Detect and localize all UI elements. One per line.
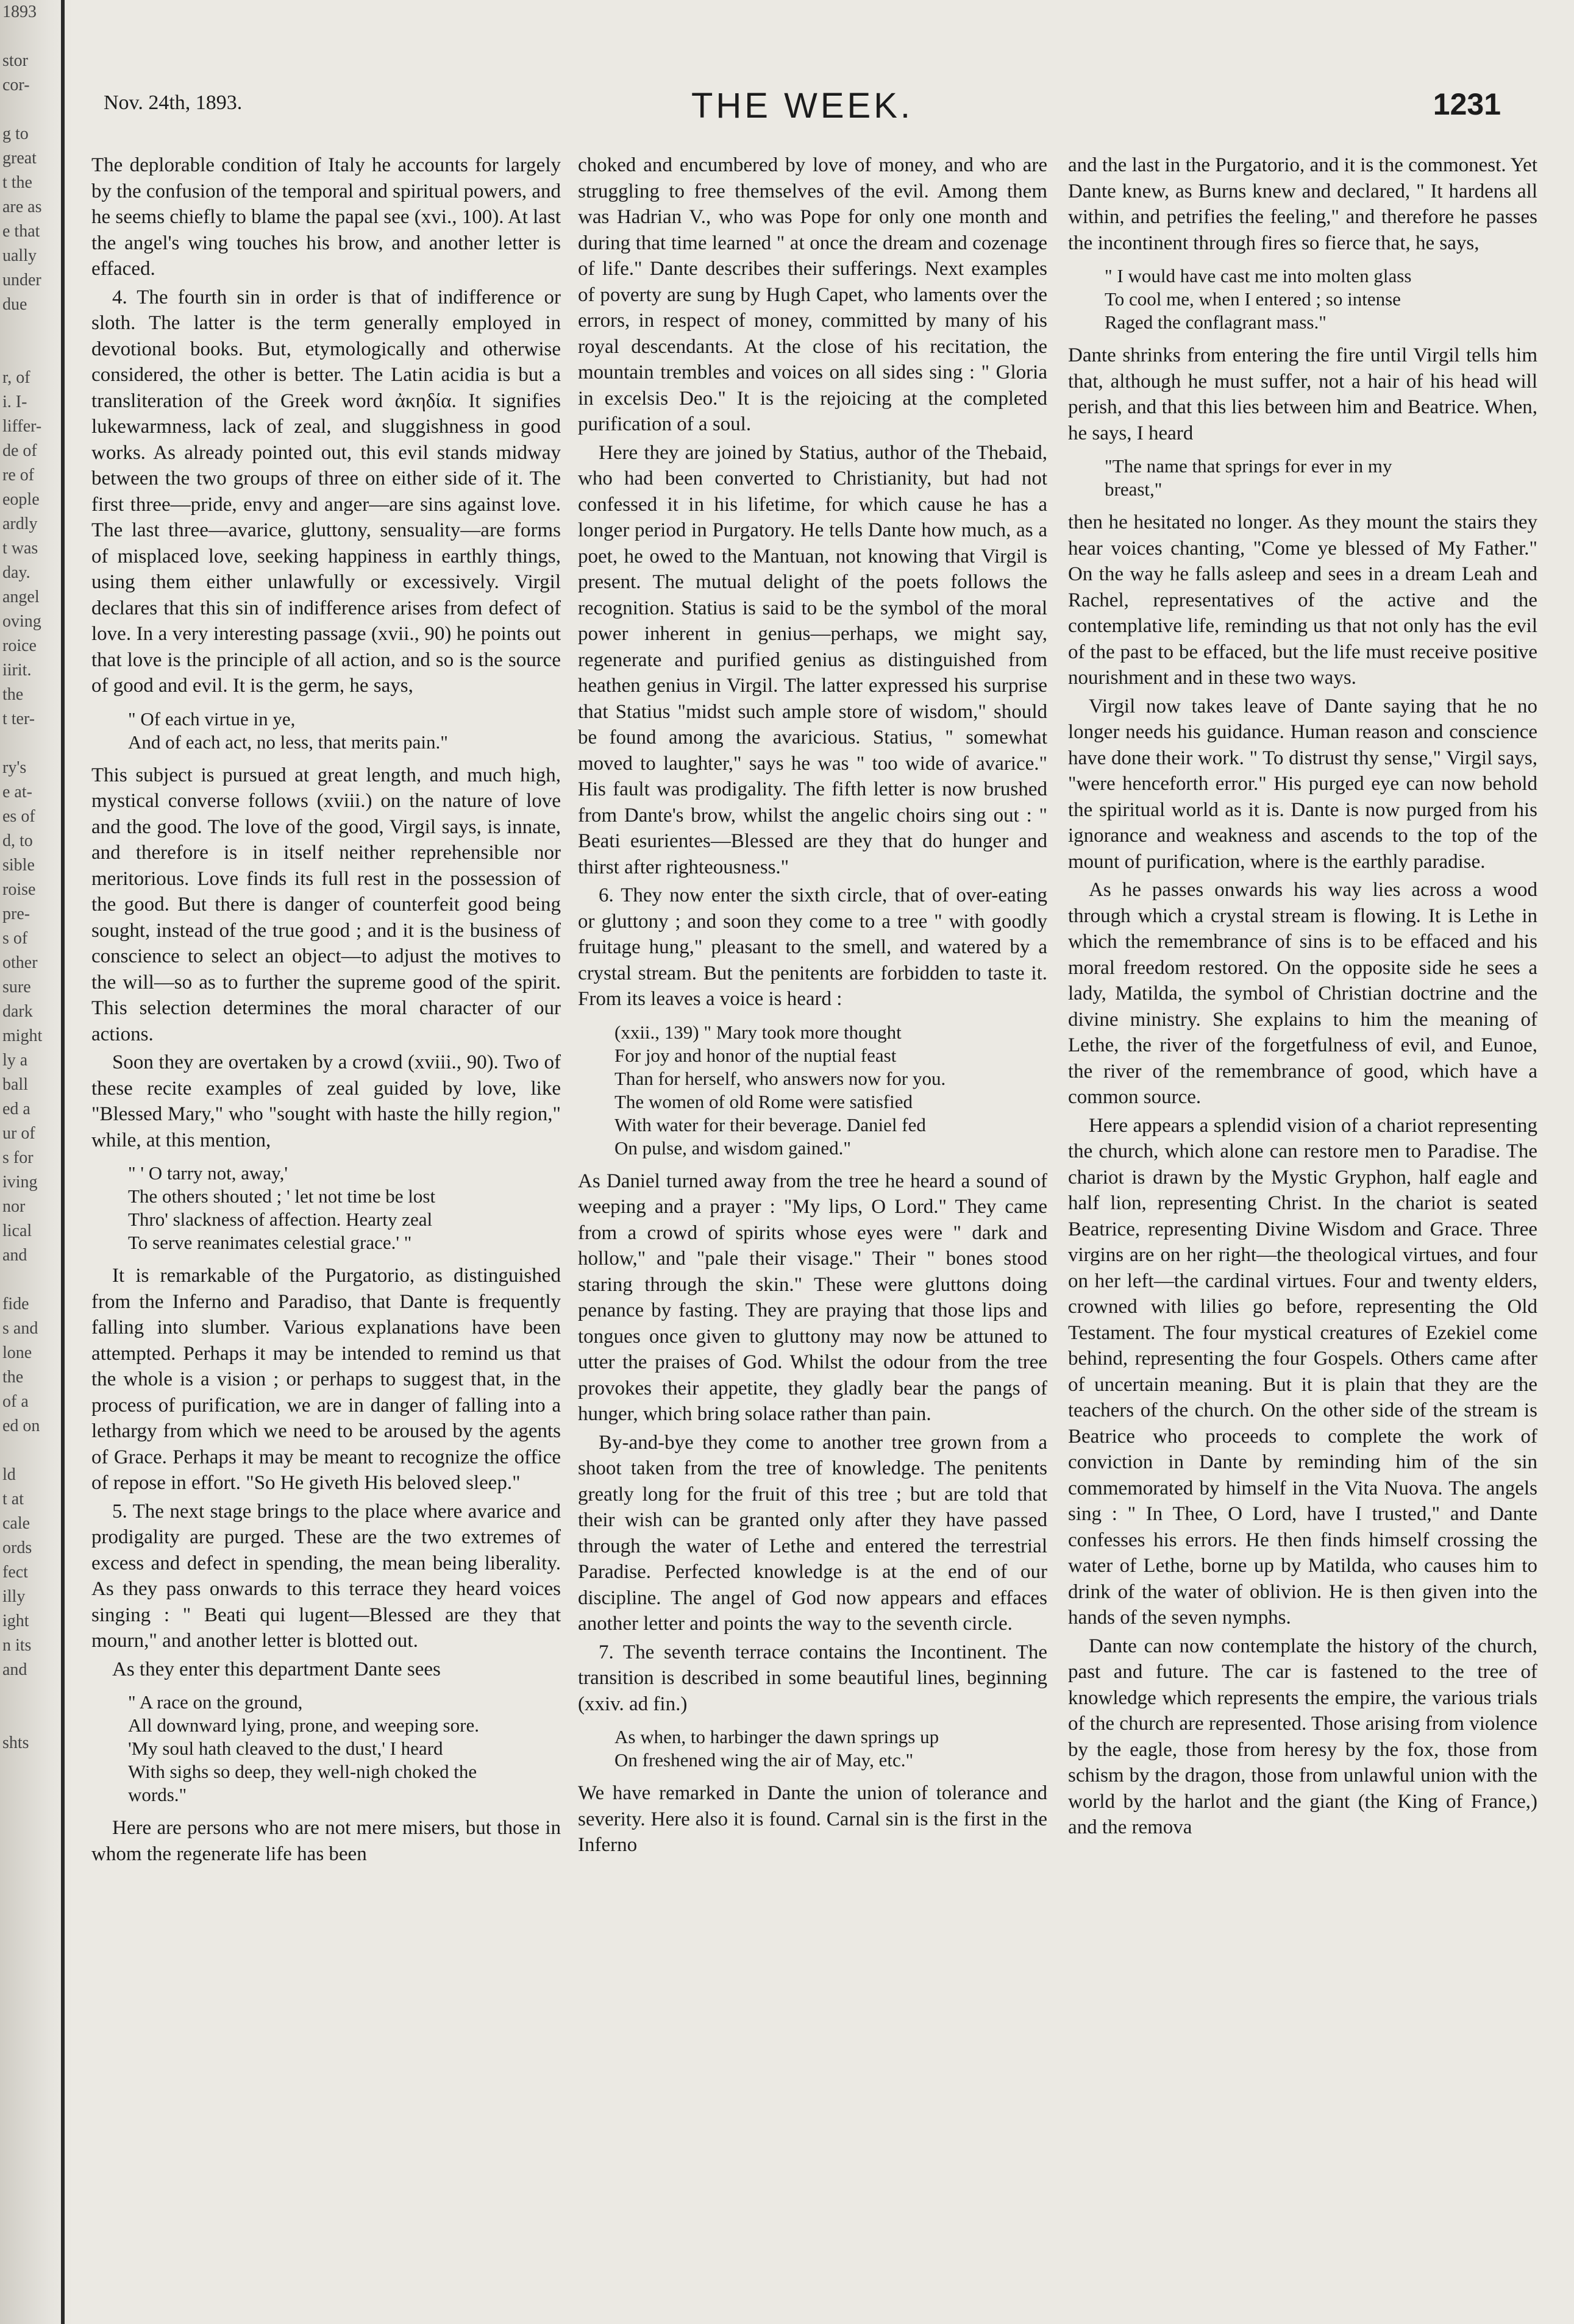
verse-quotation: As when, to harbinger the dawn springs up On freshened wing the air of May, etc.": [614, 1726, 939, 1771]
gutter-fragment: the: [2, 685, 24, 704]
gutter-fragment: are as: [2, 197, 42, 216]
paragraph: Virgil now takes leave of Dante saying that he no longer needs his guidance. Human reason and conscience have done their work. " To distrust thy sense," Virgil says, "were henceforth error." His purged eye can now behold the spiritual world as it is. Dante is now purged from his ignorance and weakness and ascends to the top of the mount of purification, where is the earthly paradise.: [1068, 695, 1537, 873]
gutter-fragment: the: [2, 1368, 24, 1387]
book-spine: [61, 0, 65, 2324]
gutter-fragment: ually: [2, 246, 37, 265]
paragraph: As Daniel turned away from the tree he heard a sound of weeping and a prayer : "My lips, O Lord." They came from a crowd of spirits whose eyes were " dark and hollow," and "pale their visage." Their " bones stood staring through the skin." These were gluttons doing penance by fasting. They are praying that those lips and tongues once given to gluttony may now be attuned to utter the praises of God. Whilst the odour from the tree provokes their appetite, they gladly bear the pangs of hunger, which bring solace rather than pain.: [578, 1170, 1047, 1425]
paragraph: It is remarkable of the Purgatorio, as distinguished from the Inferno and Paradiso, that Dante is frequently falling into slumber. Various explanations have been attempted. Perhaps it may be intended to remind us that the whole is a vision ; or perhaps to suggest that, in the process of purification, we are in danger of falling into a lethargy from which we need to be aroused by the agents of Grace. Perhaps it may be meant to recognize the office of repose in effort. "So He giveth His beloved sleep.": [91, 1265, 561, 1494]
gutter-fragment: ur of: [2, 1124, 35, 1143]
gutter-fragment: t ter-: [2, 709, 35, 728]
verse-quotation: " Of each virtue in ye, And of each act, no less, that merits pain.": [128, 708, 448, 753]
paragraph: As he passes onwards his way lies across a wood through which a crystal stream is flowing. It is Lethe in which the remembrance of sins is to be effaced and his moral freedom restored. On the opposite side he sees a lady, Matilda, the symbol of Christian doctrine and the divine ministry. She explains to him the meaning of Lethe, the river of the forgetfulness of evil, and Eunoe, the river of the remembrance of good, which have a common source.: [1068, 879, 1537, 1108]
paragraph: This subject is pursued at great length, and much high, mystical converse follows (xviii.) on the nature of love and the good. The love of the good, Virgil says, is innate, and therefore is in itself neither reprehensible nor meritorious. Love finds its full rest in the possession of the good. But there is danger of counterfeit good being sought, instead of the true good ; and it is the business of conscience to select an object—to adjust the motives to the will—so as to further the supreme good of the spirit. This selection determines the moral character of our actions.: [91, 764, 561, 1045]
gutter-fragment: pre-: [2, 904, 30, 923]
column-2: [578, 152, 1047, 2310]
gutter-fragment: d, to: [2, 831, 33, 850]
gutter-fragment: r, of: [2, 368, 30, 387]
gutter-fragment: illy: [2, 1587, 26, 1606]
gutter-fragment: and: [2, 1660, 27, 1679]
gutter-fragment: ball: [2, 1075, 28, 1094]
gutter-fragment: roise: [2, 880, 36, 899]
paragraph: choked and encumbered by love of money, and who are struggling to free themselves of the evil. Among them was Hadrian V., who was Pope for only one month and during that time learned " at once the dream and cozenage of life." Dante describes their sufferings. Next examples of poverty are sung by Hugh Capet, who laments over the errors, in respect of money, committed by many of his royal descendants. At the close of his recitation, the mountain trembles and voices on all sides sing : " Gloria in excelsis Deo." It is the rejoicing at the completed purification of a soul.: [578, 154, 1047, 435]
gutter-fragment: day.: [2, 563, 30, 582]
verse-quotation: " I would have cast me into molten glass To cool me, when I entered ; so intense Raged the conflagrant mass.": [1105, 265, 1412, 333]
paragraph: 5. The next stage brings to the place where avarice and prodigality are purged. These are the two extremes of excess and defect in spending, the mean being liberality. As they pass onwards to this terrace they heard voices singing : " Beati qui lugent—Blessed are they that mourn," and another letter is blotted out.: [91, 1500, 561, 1652]
gutter-fragment: under: [2, 271, 41, 290]
gutter-fragment: cale: [2, 1514, 30, 1533]
gutter-fragment: iirit.: [2, 661, 32, 680]
gutter-fragment: roice: [2, 636, 37, 655]
gutter-fragment: due: [2, 295, 27, 314]
verse-quotation: "The name that springs for ever in my breast,": [1105, 455, 1392, 500]
gutter-fragment: great: [2, 149, 37, 168]
gutter-fragment: s for: [2, 1148, 34, 1167]
paragraph: Here they are joined by Statius, author of the Thebaid, who had been converted to Christianity, but had not confessed it in his lifetime, for which cause he has a longer period in Purgatory. He tells Dante how much, as a poet, he owed to the Mantuan, not knowing that Virgil is present. The mutual delight of the poets follows the recognition. Statius is said to be the symbol of the moral power inherent in genius—perhaps, we might say, regenerate and purified genius as distinguished from heathen genius in Virgil. The latter expressed his surprise that Statius "midst such ample store of wisdom," should be found among the avaricious. Statius, " somewhat moved to laughter," says he was " too wide of avarice." His fault was prodigality. The fifth letter is now brushed from Dante's brow, whilst the angelic choirs sing out : " Beati esurientes—Blessed are they that do hunger and thirst after righteousness.": [578, 441, 1047, 878]
gutter-fragment: liffer-: [2, 417, 42, 436]
gutter-fragment: sible: [2, 856, 35, 875]
gutter-fragment: iving: [2, 1173, 38, 1192]
paragraph: Here appears a splendid vision of a chariot representing the church, which alone can restore men to Paradise. The chariot is drawn by the Mystic Gryphon, half eagle and half lion, representing Christ. In the chariot is seated Beatrice, representing Divine Wisdom and Grace. Three virgins are on her right—the theological virtues, and four on her left—the cardinal virtues. Four and twenty elders, crowned with lilies go before, representing the Old Testament. The four mystical creatures of Ezekiel come behind, representing the four Gospels. Others came after of uncertain meaning. But it is plain that they are the teachers of the church. On the other side of the stream is Beatrice who proceeds to complete the work of conviction in Dante by reminding him of the sin commemorated by himself in the Vita Nuova. The angels sing : " In Thee, O Lord, have I trusted," and Dante confesses his errors. He then finds himself crossing the water of Lethe, borne up by Matilda, who causes him to drink of the water of oblivion. He is then given into the hands of the seven nymphs.: [1068, 1114, 1537, 1629]
gutter-fragment: eople: [2, 490, 40, 509]
paragraph: 6. They now enter the sixth circle, that of over-eating or gluttony ; and soon they come to a tree " with goodly fruitage hung," pleasant to the smell, and watered by a crystal stream. But the penitents are forbidden to taste it. From its leaves a voice is heard :: [578, 884, 1047, 1010]
gutter-fragment: cor-: [2, 76, 30, 94]
gutter-fragment: stor: [2, 51, 28, 70]
gutter-fragment: ords: [2, 1538, 32, 1557]
paragraph: 4. The fourth sin in order is that of indifference or sloth. The latter is the term generally employed in devotional books. But, etymologically and otherwise considered, the other is better. The Latin acidia is but a transliteration of the Greek word ἀκηδία. It signifies lukewarmness, lack of zeal, and sluggishness in good works. As already pointed out, this evil stands midway between the two groups of three on either side of it. The first three—pride, envy and anger—are sins against love. The last three—avarice, gluttony, sensuality—are forms of misplaced love, seeking happiness in earthly things, using them either unlawfully or excessively. Virgil declares that this sin of indifference arises from defect of love. In a very interesting passage (xvii., 90) he points out that love is the principle of all action, and so is the source of good and evil. It is the germ, he says,: [91, 286, 561, 697]
page-header: [104, 85, 1501, 134]
column-1: [91, 152, 561, 2310]
gutter-fragment: dark: [2, 1002, 33, 1021]
verse-quotation: " ' O tarry not, away,' The others shouted ; ' let not time be lost Thro' slackness of affection. Hearty zeal To serve reanimates celestial grace.' ": [128, 1162, 436, 1253]
gutter-fragment: other: [2, 953, 38, 972]
gutter-fragment: fect: [2, 1563, 28, 1582]
gutter-fragment: might: [2, 1026, 43, 1045]
gutter-fragment: t at: [2, 1490, 24, 1508]
gutter-fragment: ardly: [2, 514, 38, 533]
paragraph: Here are persons who are not mere misers, but those in whom the regenerate life has been: [91, 1817, 561, 1865]
paragraph: Dante shrinks from entering the fire until Virgil tells him that, although he must suffer, not a hair of his head will perish, and that this lies between him and Beatrice. When, he says, I heard: [1068, 344, 1537, 444]
gutter-fragment: oving: [2, 612, 41, 631]
gutter-fragment: i. I-: [2, 393, 27, 411]
verse-quotation: (xxii., 139) " Mary took more thought For joy and honor of the nuptial feast Than for herself, who answers now for you. The women of old Rome were satisfied With water for their beverage. Daniel fed On pulse, and wisdom gained.": [614, 1021, 946, 1159]
column-3: [1068, 152, 1537, 2310]
paragraph: Dante can now contemplate the history of the church, past and future. The car is fastened to the tree of knowledge which represents the empire, the various trials of the church are represented. Those arising from violence by the eagle, those from heresy by the fox, those from schism by the dragon, those from unlawful union with the world by the harlot and the giant (the King of France,) and the remova: [1068, 1635, 1537, 1838]
gutter-fragment: lical: [2, 1221, 32, 1240]
paragraph: By-and-bye they come to another tree grown from a shoot taken from the tree of knowledge. The penitents greatly long for the fruit of this tree ; but are told that their wish can be granted only after they have passed through the water of Lethe and entered the terrestrial Paradise. Perfected knowledge is at the end of our discipline. The angel of God now appears and effaces another letter and points the way to the seventh circle.: [578, 1431, 1047, 1635]
gutter-fragment: 1893: [2, 2, 37, 21]
paragraph: 7. The seventh terrace contains the Incontinent. The transition is described in some beautiful lines, beginning (xxiv. ad fin.): [578, 1641, 1047, 1715]
gutter-fragment: n its: [2, 1636, 32, 1655]
paragraph: The deplorable condition of Italy he accounts for largely by the confusion of the temporal and spiritual powers, and he seems chiefly to blame the papal see (xvi., 100). At last the angel's wing touches his brow, and another letter is effaced.: [91, 154, 561, 280]
masthead-title: THE WEEK.: [691, 86, 914, 126]
gutter-fragment: t the: [2, 173, 32, 192]
gutter-fragment: s of: [2, 929, 28, 948]
gutter-fragment: de of: [2, 441, 37, 460]
gutter-fragment: ed on: [2, 1416, 40, 1435]
gutter-fragment: angel: [2, 588, 40, 606]
gutter-fragment: g to: [2, 124, 29, 143]
gutter-fragment: es of: [2, 807, 35, 826]
paragraph: and the last in the Purgatorio, and it is the commonest. Yet Dante knew, as Burns knew and declared, " It hardens all within, and petrifies the feeling," and therefore he passes the incontinent through fires so fierce that, he says,: [1068, 154, 1537, 254]
gutter-fragment: nor: [2, 1197, 26, 1216]
gutter-fragment: and: [2, 1246, 27, 1265]
gutter-fragment: shts: [2, 1733, 29, 1752]
gutter-fragment: re of: [2, 466, 35, 485]
gutter-fragment: of a: [2, 1392, 29, 1411]
verse-quotation: " A race on the ground, All downward lying, prone, and weeping sore. 'My soul hath cleaved to the dust,' I heard With sighs so deep, they well-nigh choked the words.": [128, 1691, 479, 1805]
gutter-fragment: t was: [2, 539, 38, 558]
issue-date: Nov. 24th, 1893.: [104, 91, 243, 114]
paragraph: Soon they are overtaken by a crowd (xviii., 90). Two of these recite examples of zeal guided by love, like "Blessed Mary," who "sought with haste the hilly region," while, at this mention,: [91, 1051, 561, 1151]
gutter-fragment: ld: [2, 1465, 16, 1484]
gutter-fragment: e at-: [2, 783, 32, 801]
gutter-fragment: ry's: [2, 758, 27, 777]
page-number: 1231: [1433, 87, 1501, 121]
gutter-fragment: ight: [2, 1612, 29, 1630]
gutter-fragment: ly a: [2, 1051, 28, 1070]
paragraph: We have remarked in Dante the union of tolerance and severity. Here also it is found. Carnal sin is the first in the Inferno: [578, 1782, 1047, 1856]
gutter-fragment: e that: [2, 222, 40, 241]
gutter-fragment: ed a: [2, 1100, 30, 1118]
gutter-fragment: sure: [2, 978, 31, 997]
paragraph: As they enter this department Dante sees: [112, 1658, 441, 1680]
gutter-fragment: fide: [2, 1295, 29, 1313]
gutter-fragment: lone: [2, 1343, 32, 1362]
paragraph: then he hesitated no longer. As they mount the stairs they hear voices chanting, "Come ye blessed of My Father." On the way he falls asleep and sees in a dream Leah and Rachel, representatives of the active and the contemplative life, reminding us that not only has the evil of the past to be effaced, but the life must receive positive nourishment and in these two ways.: [1068, 511, 1537, 689]
gutter-fragment: s and: [2, 1319, 38, 1338]
